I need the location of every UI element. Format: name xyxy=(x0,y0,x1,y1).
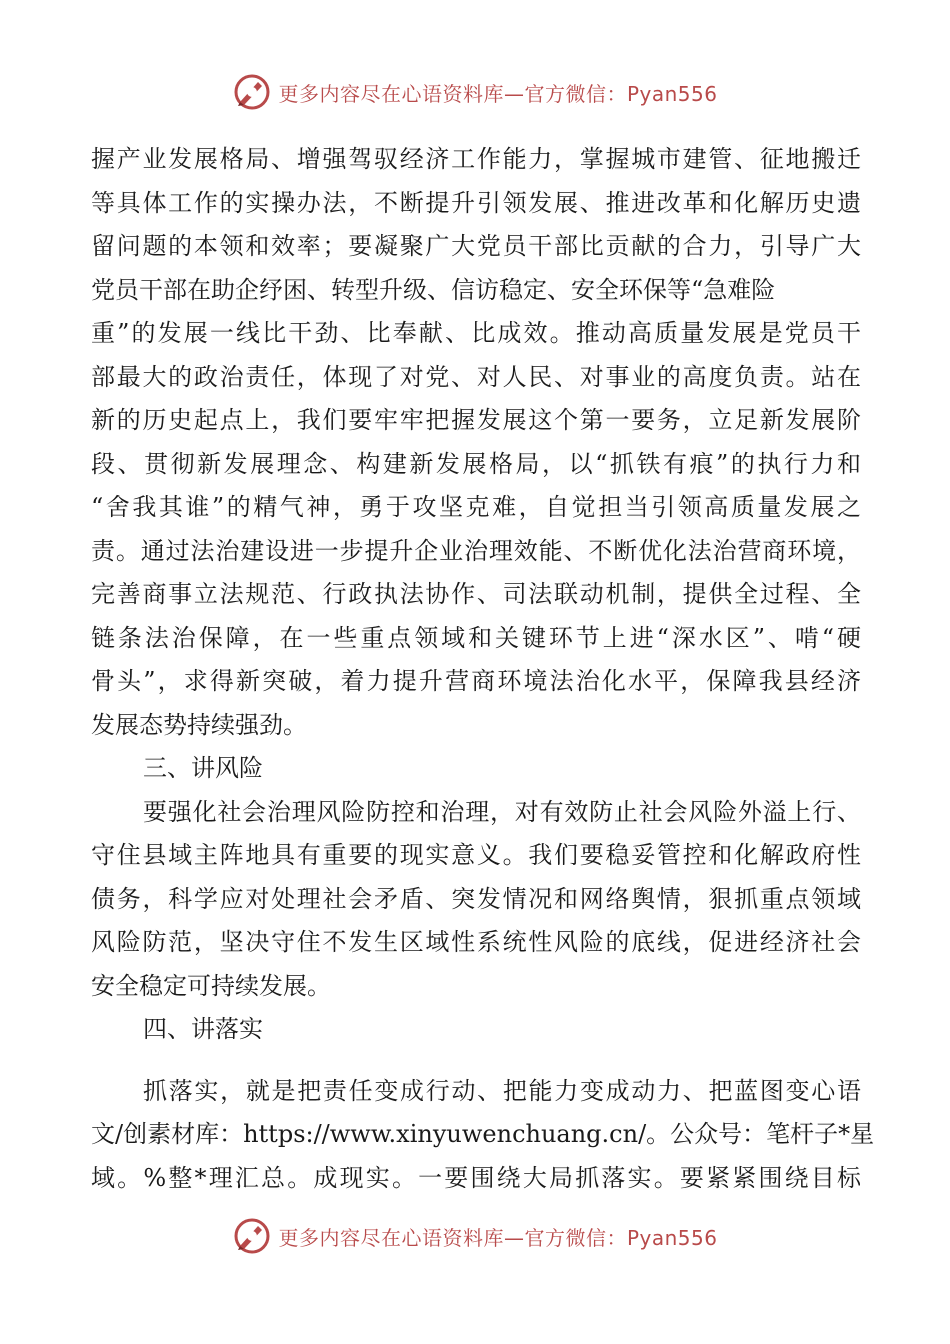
section-heading-implementation: 四、讲落实 xyxy=(143,1015,263,1043)
body-line: 重”的发展一线比干劲、比奉献、比成效。推动高质量发展是党员干 xyxy=(91,319,861,347)
pen-logo-icon xyxy=(232,1216,272,1256)
body-line: “舍我其谁”的精气神，勇于攻坚克难，自觉担当引领高质量发展之 xyxy=(91,493,861,521)
body-line: 链条法治保障，在一些重点领域和关键环节上进“深水区”、啃“硬 xyxy=(91,623,861,652)
body-line: 风险防范，坚决守住不发生区域性系统性风险的底线，促进经济社会 xyxy=(91,928,861,956)
banner-text: 更多内容尽在心语资料库—官方微信：Pyan556 xyxy=(278,1225,718,1250)
body-line: 握产业发展格局、增强驾驭经济工作能力，掌握城市建管、征地搬迁 xyxy=(91,145,861,173)
spacer xyxy=(91,1052,861,1070)
body-line: 守住县域主阵地具有重要的现实意义。我们要稳妥管控和化解政府性 xyxy=(91,841,861,869)
footer-banner xyxy=(0,1214,950,1258)
document-body xyxy=(91,138,875,1200)
body-line: 等具体工作的实操办法，不断提升引领发展、推进改革和化解历史遗 xyxy=(91,188,861,217)
banner-text: 更多内容尽在心语资料库—官方微信：Pyan556 xyxy=(278,81,718,106)
body-line: 域。%整*理汇总。成现实。一要围绕大局抓落实。要紧紧围绕目标 xyxy=(91,1163,861,1192)
body-line: 抓落实，就是把责任变成行动、把能力变成动力、把蓝图变心语 xyxy=(143,1076,861,1105)
header-banner xyxy=(0,70,950,114)
body-line: 新的历史起点上，我们要牢牢把握发展这个第一要务，立足新发展阶 xyxy=(91,406,861,434)
section-heading-risk: 三、讲风险 xyxy=(143,754,263,782)
body-line: 骨头”，求得新突破，着力提升营商环境法治化水平，保障我县经济 xyxy=(91,667,861,695)
body-line: 部最大的政治责任，体现了对党、对人民、对事业的高度负责。站在 xyxy=(91,362,861,391)
body-line: 完善商事立法规范、行政执法协作、司法联动机制，提供全过程、全 xyxy=(91,580,861,608)
body-line: 文/创素材库：https://www.xinyuwenchuang.cn/。公众号：笔杆子*星 xyxy=(91,1120,875,1148)
body-line: 党员干部在助企纾困、转型升级、信访稳定、安全环保等“急难险 xyxy=(91,275,776,304)
body-line: 要强化社会治理风险防控和治理，对有效防止社会风险外溢上行、 xyxy=(143,797,861,826)
body-line: 债务，科学应对处理社会矛盾、突发情况和网络舆情，狠抓重点领域 xyxy=(91,884,861,913)
body-line: 责。通过法治建设进一步提升企业治理效能、不断优化法治营商环境， xyxy=(91,536,861,565)
pen-logo-icon xyxy=(232,72,272,112)
body-line: 留问题的本领和效率；要凝聚广大党员干部比贡献的合力，引导广大 xyxy=(91,232,861,260)
body-line: 发展态势持续强劲。 xyxy=(91,710,307,739)
body-line: 段、贯彻新发展理念、构建新发展格局，以“抓铁有痕”的执行力和 xyxy=(91,449,861,478)
body-line: 安全稳定可持续发展。 xyxy=(91,971,331,1000)
